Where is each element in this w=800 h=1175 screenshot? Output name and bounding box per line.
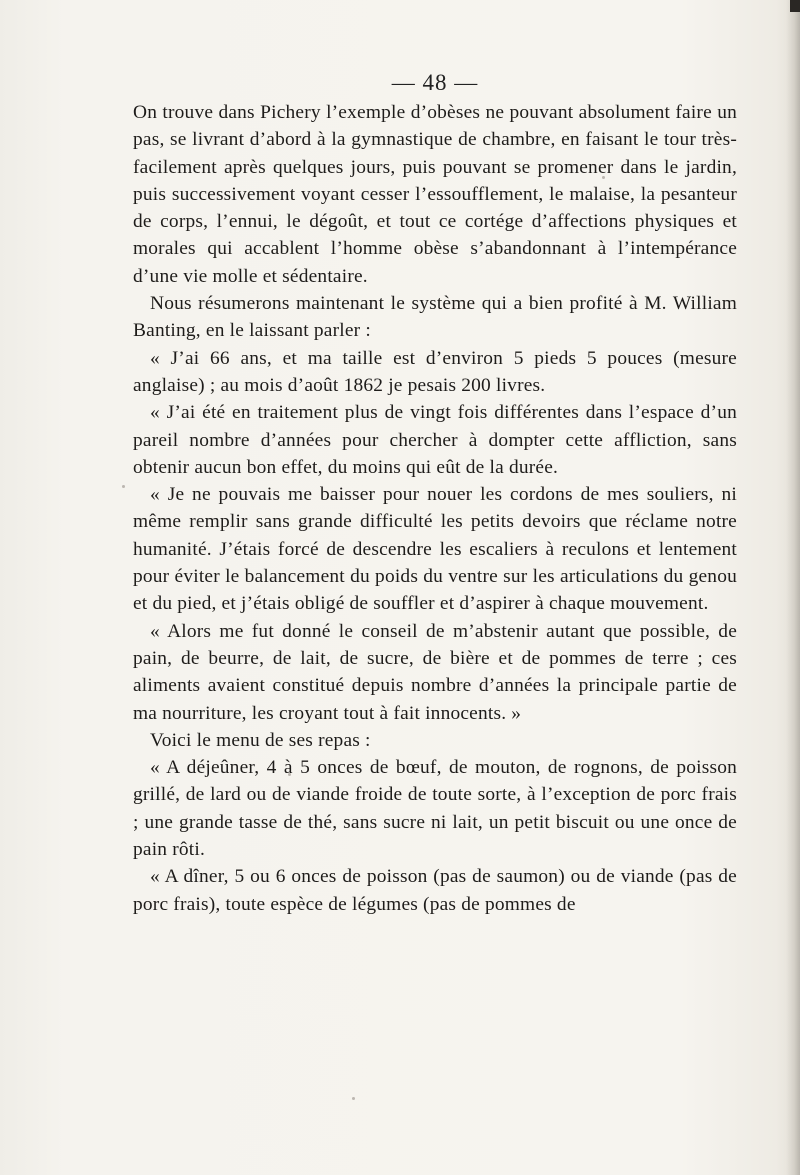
paper-speck bbox=[352, 1097, 355, 1100]
body-text bbox=[133, 99, 737, 918]
paragraph-5: « Je ne pouvais me baisser pour nouer les cordons de mes souliers, ni même remplir sans grande difficulté les petits devoirs que réclame notre humanité. J’étais forcé de descendre les escaliers à reculons et lentement pour éviter le balancement du poids du ventre sur les articulations du genou et du pied, et j’étais obligé de souffler et d’aspirer à chaque mouvement. bbox=[133, 484, 737, 615]
paragraph-2: Nous résumerons maintenant le système qui a bien profité à M. William Banting, en le laissant parler : bbox=[133, 293, 737, 342]
paragraph-9: « A dîner, 5 ou 6 onces de poisson (pas de saumon) ou de viande (pas de porc frais), toute espèce de légumes (pas de pommes de bbox=[133, 866, 737, 915]
paragraph-6: « Alors me fut donné le conseil de m’abstenir autant que possible, de pain, de beurre, de lait, de sucre, de bière et de pommes de terre ; ces aliments avaient constitué depuis nombre d’années la principale partie de ma nourriture, les croyant tout à fait innocents. » bbox=[133, 620, 737, 724]
paragraph-8: « A déjeûner, 4 à 5 onces de bœuf, de mouton, de rognons, de poisson grillé, de lard ou de viande froide de toute sorte, à l’exception de porc frais ; une grande tasse de thé, sans sucre ni lait, un petit biscuit ou une once de pain rôti. bbox=[133, 757, 737, 861]
paragraph-4: « J’ai été en traitement plus de vingt fois différentes dans l’espace d’un pareil nombre d’années pour chercher à dompter cette affliction, sans obtenir aucun bon effet, du moins qui eût de la durée. bbox=[133, 402, 737, 478]
paragraph-3: « J’ai 66 ans, et ma taille est d’environ 5 pieds 5 pouces (mesure anglaise) ; au mois d’août 1862 je pesais 200 livres. bbox=[133, 347, 737, 396]
page-edge-shadow bbox=[786, 0, 800, 1175]
scan-corner-mark bbox=[790, 0, 800, 12]
paper-speck bbox=[122, 485, 125, 488]
paragraph-7: Voici le menu de ses repas : bbox=[150, 729, 371, 751]
page-number: — 48 — bbox=[391, 70, 479, 95]
paragraph-1: On trouve dans Pichery l’exemple d’obèses ne pouvant absolument faire un pas, se livrant d’abord à la gymnastique de chambre, en faisant le tour très-facilement après quelques jours, puis pouvant se promener dans le jardin, puis successivement voyant cesser l’essoufflement, le malaise, la pesanteur de corps, l’ennui, le dégoût, et tout ce cortége d’affections physiques et morales qui accablent l’homme obèse s’abandonnant à l’intempérance d’une vie molle et sédentaire. bbox=[133, 102, 737, 287]
